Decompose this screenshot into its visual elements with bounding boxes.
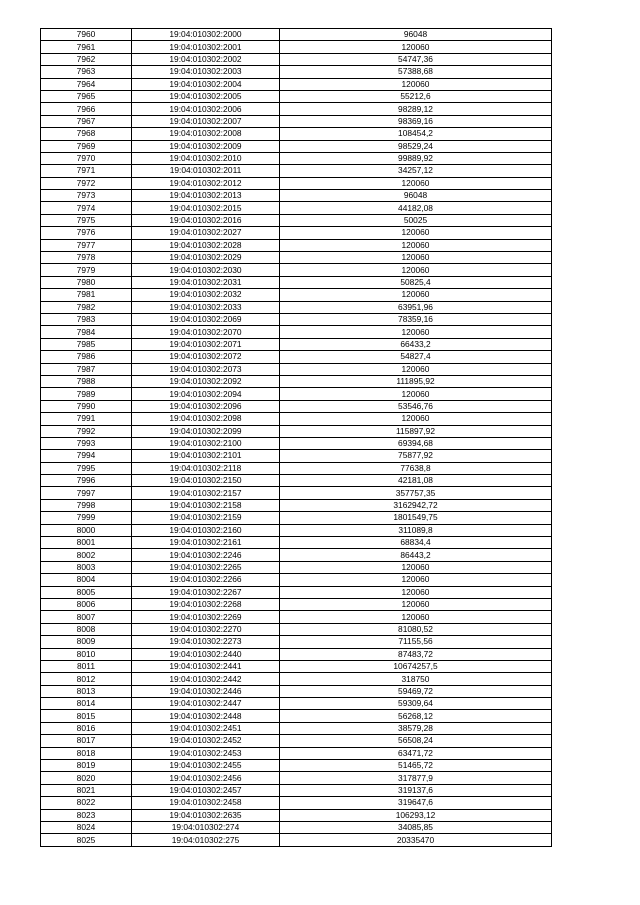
value-cell: 120060 — [280, 264, 552, 276]
value-cell: 106293,12 — [280, 809, 552, 821]
table-row — [41, 115, 552, 127]
value-cell: 318750 — [280, 673, 552, 685]
table-row — [41, 760, 552, 772]
value-cell: 120060 — [280, 239, 552, 251]
row-number-cell: 7983 — [41, 313, 132, 325]
row-number-cell: 8013 — [41, 685, 132, 697]
row-number-cell: 8022 — [41, 797, 132, 809]
cadastral-number-cell: 19:04:010302:2158 — [132, 499, 280, 511]
cadastral-number-cell: 19:04:010302:2447 — [132, 698, 280, 710]
row-number-cell: 7987 — [41, 363, 132, 375]
cadastral-number-cell: 19:04:010302:2453 — [132, 747, 280, 759]
row-number-cell: 7971 — [41, 165, 132, 177]
row-number-cell: 8002 — [41, 549, 132, 561]
value-cell: 120060 — [280, 611, 552, 623]
table-row — [41, 475, 552, 487]
cadastral-number-cell: 19:04:010302:2002 — [132, 53, 280, 65]
row-number-cell: 8007 — [41, 611, 132, 623]
value-cell: 98369,16 — [280, 115, 552, 127]
row-number-cell: 7975 — [41, 214, 132, 226]
cadastral-number-cell: 19:04:010302:2270 — [132, 623, 280, 635]
row-number-cell: 7994 — [41, 450, 132, 462]
table-row — [41, 822, 552, 834]
value-cell: 3162942,72 — [280, 499, 552, 511]
value-cell: 120060 — [280, 363, 552, 375]
row-number-cell: 8000 — [41, 524, 132, 536]
table-row — [41, 388, 552, 400]
value-cell: 120060 — [280, 252, 552, 264]
value-cell: 66433,2 — [280, 338, 552, 350]
value-cell: 68834,4 — [280, 537, 552, 549]
value-cell: 53546,76 — [280, 400, 552, 412]
cadastral-number-cell: 19:04:010302:2160 — [132, 524, 280, 536]
table-row — [41, 140, 552, 152]
table-row — [41, 239, 552, 251]
table-row — [41, 152, 552, 164]
cadastral-number-cell: 19:04:010302:2268 — [132, 598, 280, 610]
value-cell: 115897,92 — [280, 425, 552, 437]
table-row — [41, 313, 552, 325]
value-cell: 42181,08 — [280, 475, 552, 487]
table-row — [41, 53, 552, 65]
row-number-cell: 8021 — [41, 784, 132, 796]
row-number-cell: 7963 — [41, 66, 132, 78]
table-row — [41, 425, 552, 437]
value-cell: 98529,24 — [280, 140, 552, 152]
cadastral-number-cell: 19:04:010302:2442 — [132, 673, 280, 685]
row-number-cell: 8017 — [41, 735, 132, 747]
cadastral-number-cell: 19:04:010302:2265 — [132, 561, 280, 573]
cadastral-number-cell: 19:04:010302:2099 — [132, 425, 280, 437]
table-row — [41, 574, 552, 586]
table-row — [41, 29, 552, 41]
value-cell: 71155,56 — [280, 636, 552, 648]
cadastral-number-cell: 19:04:010302:275 — [132, 834, 280, 846]
cadastral-number-cell: 19:04:010302:2273 — [132, 636, 280, 648]
cadastral-number-cell: 19:04:010302:2094 — [132, 388, 280, 400]
value-cell: 51465,72 — [280, 760, 552, 772]
row-number-cell: 7996 — [41, 475, 132, 487]
row-number-cell: 7977 — [41, 239, 132, 251]
cadastral-number-cell: 19:04:010302:2013 — [132, 190, 280, 202]
cadastral-number-cell: 19:04:010302:2456 — [132, 772, 280, 784]
row-number-cell: 7997 — [41, 487, 132, 499]
table-row — [41, 289, 552, 301]
row-number-cell: 7995 — [41, 462, 132, 474]
table-row — [41, 611, 552, 623]
table-row — [41, 103, 552, 115]
table-row — [41, 722, 552, 734]
row-number-cell: 7980 — [41, 276, 132, 288]
value-cell: 99889,92 — [280, 152, 552, 164]
row-number-cell: 8014 — [41, 698, 132, 710]
table-row — [41, 252, 552, 264]
cadastral-number-cell: 19:04:010302:2071 — [132, 338, 280, 350]
row-number-cell: 7968 — [41, 128, 132, 140]
value-cell: 81080,52 — [280, 623, 552, 635]
cadastral-number-cell: 19:04:010302:2157 — [132, 487, 280, 499]
cadastral-number-cell: 19:04:010302:2101 — [132, 450, 280, 462]
row-number-cell: 8011 — [41, 660, 132, 672]
value-cell: 120060 — [280, 177, 552, 189]
table-row — [41, 128, 552, 140]
cadastral-number-cell: 19:04:010302:274 — [132, 822, 280, 834]
table-row — [41, 413, 552, 425]
table-row — [41, 177, 552, 189]
cadastral-number-cell: 19:04:010302:2009 — [132, 140, 280, 152]
table-row — [41, 772, 552, 784]
cadastral-number-cell: 19:04:010302:2446 — [132, 685, 280, 697]
cadastral-number-cell: 19:04:010302:2100 — [132, 437, 280, 449]
table-row — [41, 537, 552, 549]
cadastral-number-cell: 19:04:010302:2096 — [132, 400, 280, 412]
cadastral-number-cell: 19:04:010302:2069 — [132, 313, 280, 325]
row-number-cell: 7969 — [41, 140, 132, 152]
table-row — [41, 462, 552, 474]
table-row — [41, 437, 552, 449]
value-cell: 78359,16 — [280, 313, 552, 325]
value-cell: 120060 — [280, 586, 552, 598]
cadastral-number-cell: 19:04:010302:2451 — [132, 722, 280, 734]
value-cell: 75877,92 — [280, 450, 552, 462]
row-number-cell: 7988 — [41, 375, 132, 387]
row-number-cell: 8006 — [41, 598, 132, 610]
cadastral-number-cell: 19:04:010302:2031 — [132, 276, 280, 288]
table-row — [41, 202, 552, 214]
row-number-cell: 7984 — [41, 326, 132, 338]
table-row — [41, 685, 552, 697]
cadastral-number-cell: 19:04:010302:2440 — [132, 648, 280, 660]
value-cell: 38579,28 — [280, 722, 552, 734]
table-row — [41, 375, 552, 387]
row-number-cell: 7960 — [41, 29, 132, 41]
cadastral-number-cell: 19:04:010302:2029 — [132, 252, 280, 264]
value-cell: 69394,68 — [280, 437, 552, 449]
table-row — [41, 698, 552, 710]
cadastral-number-cell: 19:04:010302:2006 — [132, 103, 280, 115]
table-row — [41, 809, 552, 821]
row-number-cell: 7970 — [41, 152, 132, 164]
cadastral-number-cell: 19:04:010302:2001 — [132, 41, 280, 53]
cadastral-number-cell: 19:04:010302:2118 — [132, 462, 280, 474]
value-cell: 98289,12 — [280, 103, 552, 115]
row-number-cell: 8025 — [41, 834, 132, 846]
row-number-cell: 7973 — [41, 190, 132, 202]
value-cell: 357757,35 — [280, 487, 552, 499]
cadastral-number-cell: 19:04:010302:2098 — [132, 413, 280, 425]
value-cell: 120060 — [280, 561, 552, 573]
row-number-cell: 8012 — [41, 673, 132, 685]
value-cell: 59469,72 — [280, 685, 552, 697]
value-cell: 54747,36 — [280, 53, 552, 65]
value-cell: 319137,6 — [280, 784, 552, 796]
table-row — [41, 326, 552, 338]
row-number-cell: 7999 — [41, 512, 132, 524]
table-row — [41, 450, 552, 462]
row-number-cell: 8001 — [41, 537, 132, 549]
table-row — [41, 524, 552, 536]
cadastral-number-cell: 19:04:010302:2073 — [132, 363, 280, 375]
value-cell: 1801549,75 — [280, 512, 552, 524]
value-cell: 311089,8 — [280, 524, 552, 536]
value-cell: 44182,08 — [280, 202, 552, 214]
table-row — [41, 735, 552, 747]
row-number-cell: 8016 — [41, 722, 132, 734]
table-row — [41, 190, 552, 202]
table-body — [41, 29, 552, 847]
row-number-cell: 8019 — [41, 760, 132, 772]
cadastral-number-cell: 19:04:010302:2092 — [132, 375, 280, 387]
table-row — [41, 797, 552, 809]
row-number-cell: 8015 — [41, 710, 132, 722]
value-cell: 63471,72 — [280, 747, 552, 759]
cadastral-number-cell: 19:04:010302:2267 — [132, 586, 280, 598]
table-row — [41, 598, 552, 610]
cadastral-number-cell: 19:04:010302:2161 — [132, 537, 280, 549]
row-number-cell: 7964 — [41, 78, 132, 90]
value-cell: 120060 — [280, 413, 552, 425]
table-row — [41, 487, 552, 499]
table-row — [41, 673, 552, 685]
cadastral-number-cell: 19:04:010302:2457 — [132, 784, 280, 796]
cadastral-number-cell: 19:04:010302:2070 — [132, 326, 280, 338]
cadastral-number-cell: 19:04:010302:2008 — [132, 128, 280, 140]
table-row — [41, 276, 552, 288]
cadastral-number-cell: 19:04:010302:2005 — [132, 90, 280, 102]
table-row — [41, 623, 552, 635]
table-row — [41, 710, 552, 722]
row-number-cell: 7966 — [41, 103, 132, 115]
cadastral-number-cell: 19:04:010302:2032 — [132, 289, 280, 301]
data-table — [40, 28, 552, 847]
table-row — [41, 214, 552, 226]
table-row — [41, 512, 552, 524]
row-number-cell: 7982 — [41, 301, 132, 313]
cadastral-number-cell: 19:04:010302:2030 — [132, 264, 280, 276]
table-row — [41, 90, 552, 102]
row-number-cell: 7998 — [41, 499, 132, 511]
row-number-cell: 7965 — [41, 90, 132, 102]
table-row — [41, 784, 552, 796]
value-cell: 34257,12 — [280, 165, 552, 177]
value-cell: 86443,2 — [280, 549, 552, 561]
cadastral-number-cell: 19:04:010302:2150 — [132, 475, 280, 487]
row-number-cell: 7993 — [41, 437, 132, 449]
value-cell: 317877,9 — [280, 772, 552, 784]
row-number-cell: 8024 — [41, 822, 132, 834]
value-cell: 77638,8 — [280, 462, 552, 474]
row-number-cell: 7976 — [41, 227, 132, 239]
row-number-cell: 8023 — [41, 809, 132, 821]
cadastral-number-cell: 19:04:010302:2635 — [132, 809, 280, 821]
table-row — [41, 660, 552, 672]
row-number-cell: 7990 — [41, 400, 132, 412]
row-number-cell: 8008 — [41, 623, 132, 635]
cadastral-number-cell: 19:04:010302:2028 — [132, 239, 280, 251]
value-cell: 63951,96 — [280, 301, 552, 313]
table-row — [41, 586, 552, 598]
value-cell: 59309,64 — [280, 698, 552, 710]
table-row — [41, 338, 552, 350]
cadastral-number-cell: 19:04:010302:2015 — [132, 202, 280, 214]
row-number-cell: 7962 — [41, 53, 132, 65]
cadastral-number-cell: 19:04:010302:2266 — [132, 574, 280, 586]
table-row — [41, 363, 552, 375]
value-cell: 55212,6 — [280, 90, 552, 102]
value-cell: 56508,24 — [280, 735, 552, 747]
value-cell: 87483,72 — [280, 648, 552, 660]
value-cell: 120060 — [280, 598, 552, 610]
value-cell: 120060 — [280, 41, 552, 53]
row-number-cell: 7979 — [41, 264, 132, 276]
value-cell: 20335470 — [280, 834, 552, 846]
table-row — [41, 648, 552, 660]
cadastral-number-cell: 19:04:010302:2000 — [132, 29, 280, 41]
value-cell: 56268,12 — [280, 710, 552, 722]
cadastral-number-cell: 19:04:010302:2072 — [132, 351, 280, 363]
table-row — [41, 400, 552, 412]
table-row — [41, 351, 552, 363]
row-number-cell: 7991 — [41, 413, 132, 425]
cadastral-number-cell: 19:04:010302:2003 — [132, 66, 280, 78]
value-cell: 50025 — [280, 214, 552, 226]
cadastral-number-cell: 19:04:010302:2455 — [132, 760, 280, 772]
cadastral-number-cell: 19:04:010302:2033 — [132, 301, 280, 313]
row-number-cell: 7985 — [41, 338, 132, 350]
row-number-cell: 8003 — [41, 561, 132, 573]
cadastral-number-cell: 19:04:010302:2458 — [132, 797, 280, 809]
row-number-cell: 7989 — [41, 388, 132, 400]
row-number-cell: 8009 — [41, 636, 132, 648]
table-row — [41, 549, 552, 561]
value-cell: 54827,4 — [280, 351, 552, 363]
row-number-cell: 7981 — [41, 289, 132, 301]
table-row — [41, 301, 552, 313]
value-cell: 10674257,5 — [280, 660, 552, 672]
cadastral-number-cell: 19:04:010302:2269 — [132, 611, 280, 623]
value-cell: 108454,2 — [280, 128, 552, 140]
table-row — [41, 561, 552, 573]
cadastral-number-cell: 19:04:010302:2016 — [132, 214, 280, 226]
row-number-cell: 7992 — [41, 425, 132, 437]
cadastral-number-cell: 19:04:010302:2011 — [132, 165, 280, 177]
table-row — [41, 636, 552, 648]
row-number-cell: 8020 — [41, 772, 132, 784]
table-row — [41, 66, 552, 78]
row-number-cell: 7961 — [41, 41, 132, 53]
value-cell: 120060 — [280, 388, 552, 400]
value-cell: 50825,4 — [280, 276, 552, 288]
value-cell: 57388,68 — [280, 66, 552, 78]
value-cell: 120060 — [280, 78, 552, 90]
cadastral-number-cell: 19:04:010302:2448 — [132, 710, 280, 722]
table-row — [41, 165, 552, 177]
cadastral-number-cell: 19:04:010302:2027 — [132, 227, 280, 239]
table-row — [41, 227, 552, 239]
cadastral-number-cell: 19:04:010302:2004 — [132, 78, 280, 90]
cadastral-number-cell: 19:04:010302:2159 — [132, 512, 280, 524]
value-cell: 96048 — [280, 29, 552, 41]
row-number-cell: 8018 — [41, 747, 132, 759]
cadastral-number-cell: 19:04:010302:2012 — [132, 177, 280, 189]
cadastral-number-cell: 19:04:010302:2441 — [132, 660, 280, 672]
value-cell: 111895,92 — [280, 375, 552, 387]
table-row — [41, 264, 552, 276]
table-row — [41, 41, 552, 53]
table-row — [41, 499, 552, 511]
row-number-cell: 7978 — [41, 252, 132, 264]
row-number-cell: 8005 — [41, 586, 132, 598]
value-cell: 120060 — [280, 326, 552, 338]
cadastral-number-cell: 19:04:010302:2007 — [132, 115, 280, 127]
row-number-cell: 7972 — [41, 177, 132, 189]
value-cell: 120060 — [280, 289, 552, 301]
cadastral-number-cell: 19:04:010302:2246 — [132, 549, 280, 561]
table-row — [41, 747, 552, 759]
row-number-cell: 7974 — [41, 202, 132, 214]
row-number-cell: 8010 — [41, 648, 132, 660]
row-number-cell: 7967 — [41, 115, 132, 127]
table-row — [41, 78, 552, 90]
value-cell: 120060 — [280, 574, 552, 586]
value-cell: 96048 — [280, 190, 552, 202]
table-row — [41, 834, 552, 846]
row-number-cell: 8004 — [41, 574, 132, 586]
cadastral-number-cell: 19:04:010302:2010 — [132, 152, 280, 164]
value-cell: 319647,6 — [280, 797, 552, 809]
value-cell: 120060 — [280, 227, 552, 239]
cadastral-number-cell: 19:04:010302:2452 — [132, 735, 280, 747]
value-cell: 34085,85 — [280, 822, 552, 834]
row-number-cell: 7986 — [41, 351, 132, 363]
